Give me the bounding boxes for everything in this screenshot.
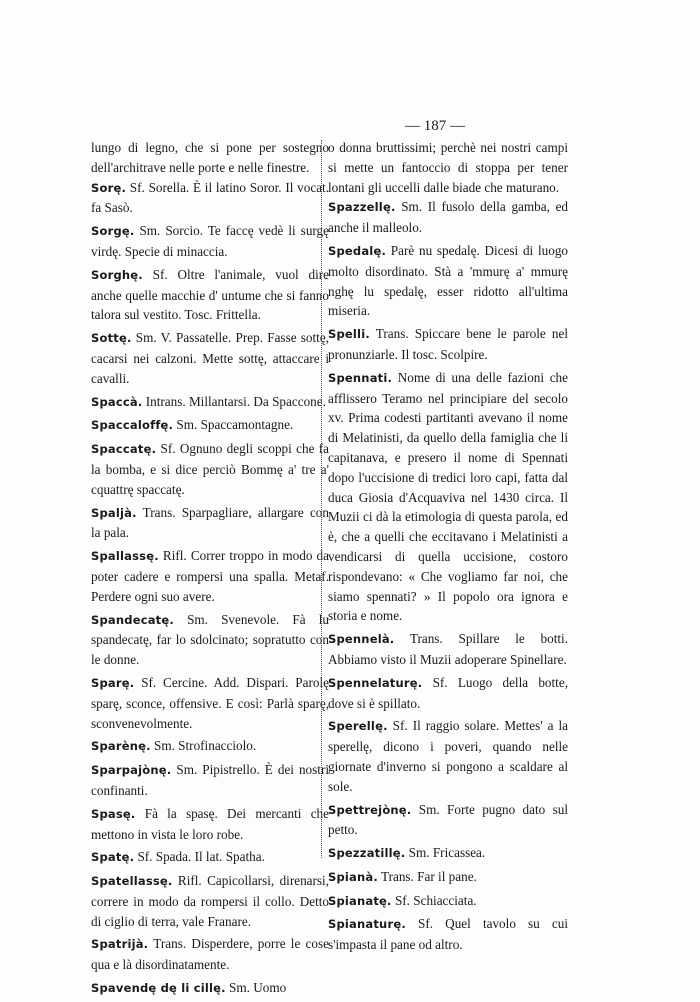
entry-headword: Spaljà. — [91, 505, 137, 520]
entry-definition: Sf. Sorella. È il latino Soror. Il vocat. fa Sasò. — [91, 179, 330, 216]
entry-headword: Sparpajònę. — [91, 763, 172, 778]
dictionary-entry — [91, 736, 329, 757]
dictionary-entry — [91, 760, 329, 801]
entry-headword: Spianaturę. — [328, 917, 406, 932]
entry-headword: Spasę. — [91, 806, 136, 821]
entry-definition: lungo di legno, che si pone per sostegno dell'architrave nelle porte e nelle finestre. — [91, 140, 329, 175]
entry-headword: Spallassę. — [91, 549, 159, 564]
dictionary-entry — [328, 891, 568, 912]
entry-definition: Sf. Luogo della botte, dove si è spillato. — [328, 674, 569, 711]
entry-definition: Sf. Quel tavolo su cui s'impasta il pane od altro. — [328, 916, 568, 953]
entry-definition: Sm. Pipistrello. È dei nostri confinanti. — [91, 762, 330, 798]
entry-definition: Trans. Spiccare bene le parole nel pronunziarle. Il tosc. Scolpire. — [328, 326, 568, 362]
entry-headword: Spaccatę. — [91, 442, 157, 457]
entry-definition: Trans. Far il pane. — [381, 868, 477, 884]
entry-headword: Spezzatillę. — [328, 846, 406, 861]
entry-headword: Spaccaloffę. — [91, 418, 174, 433]
dictionary-entry — [91, 804, 329, 845]
entry-headword: Sperellę. — [328, 719, 388, 734]
entry-definition: Parè nu spedalę. Dicesi di luogo molto disordinato. Stà a 'mmurę a' mmurę nghę lu spedalę, esser ridotto all'ultima miseria. — [328, 242, 569, 319]
entry-definition: Intrans. Millantarsi. Da Spaccone. — [145, 393, 326, 409]
entry-headword: Spatrijà. — [91, 937, 149, 952]
dictionary-entry — [91, 415, 329, 436]
dictionary-entry — [91, 934, 329, 975]
dictionary-entry — [91, 265, 329, 325]
dictionary-entry — [91, 673, 329, 733]
dictionary-entry — [91, 439, 329, 499]
dictionary-entry — [328, 368, 568, 626]
entry-headword: Spaccà. — [91, 394, 143, 409]
dictionary-entry — [328, 867, 568, 888]
dictionary-entry — [91, 847, 329, 868]
left-column — [91, 138, 329, 1002]
dictionary-entry — [91, 392, 329, 413]
entry-definition: Trans. Sparpagliare, allargare con la pala. — [91, 504, 329, 541]
entry-headword: Sparènę. — [91, 739, 151, 754]
entry-definition: Sf. Il raggio solare. Mettes' a la sperellę, dicono i poveri, quando nelle giornate d'inverno si pongono a scaldare al sole. — [328, 718, 568, 794]
entry-definition: Fà la spasę. Dei mercanti che mettono in vista le loro robe. — [91, 805, 329, 842]
entry-definition: Sf. Ognuno degli scoppi che fa la bomba, e si dice perciò Bommę a' tre a' cquattrę spaccatę. — [91, 441, 330, 497]
dictionary-entry — [91, 178, 329, 219]
dictionary-entry — [91, 871, 329, 931]
dictionary-entry — [328, 914, 568, 955]
dictionary-entry — [328, 843, 568, 864]
column-divider — [321, 140, 326, 858]
entry-headword: Spelli. — [328, 327, 370, 342]
entry-headword: Sottę. — [91, 331, 132, 346]
entry-headword: Spedalę. — [328, 243, 387, 258]
entry-headword: Sorghę. — [91, 267, 143, 282]
entry-definition: Sf. Oltre l'animale, vuol dire anche quelle macchie d' untume che si fanno talora sul vestito. Tosc. Frittella. — [91, 266, 329, 323]
entry-headword: Sorę. — [91, 180, 127, 195]
page-number: — 187 — — [405, 118, 465, 134]
entry-headword: Spandecatę. — [91, 612, 174, 627]
dictionary-entry — [91, 138, 329, 178]
dictionary-entry — [328, 197, 568, 238]
dictionary-entry — [328, 716, 568, 796]
entry-definition: Sm. Sorcio. Te faccę vedè li surgę virdę. Specie di minaccia. — [91, 223, 330, 259]
entry-headword: Spatellassę. — [91, 874, 173, 889]
entry-definition: Sm. V. Passatelle. Prep. Fasse sottę, cacarsi nei calzoni. Mette sottę, attaccare i cavalli. — [91, 330, 329, 386]
dictionary-entry — [91, 328, 329, 388]
entry-definition: Rifl. Capicollarsi, direnarsi, correre in modo da rompersi il collo. Detto di ciglio di terra, vale Franare. — [91, 873, 330, 929]
dictionary-entry — [91, 978, 329, 999]
dictionary-entry — [328, 629, 568, 670]
entry-definition: Sm. Svenevole. Fà lu spandecatę, far lo sdolcinato; sopratutto con le donne. — [91, 611, 329, 668]
entry-headword: Sparę. — [91, 675, 135, 690]
entry-definition: Sm. Uomo — [229, 980, 287, 996]
right-column — [328, 138, 568, 958]
dictionary-entry — [328, 241, 568, 321]
entry-definition: Sf. Cercine. Add. Dispari. Parolę sparę, sconce, offensive. E così: Parlà sparę, sconvenevolmente. — [91, 674, 330, 731]
entry-definition: Sm. Strofinacciolo. — [154, 738, 257, 754]
entry-definition: Sm. Fricassea. — [408, 845, 486, 861]
entry-definition: Sf. Spada. Il lat. Spatha. — [137, 849, 265, 865]
dictionary-entry — [91, 610, 329, 670]
entry-definition: Sf. Schiacciata. — [394, 892, 477, 908]
dictionary-entry — [91, 503, 329, 544]
dictionary-entry — [91, 546, 329, 606]
entry-definition: o donna bruttissimi; perchè nei nostri campi si mette un fantoccio di stoppa per tener lontani gli uccelli dalle biade che maturano. — [328, 140, 568, 195]
entry-headword: Spianà. — [328, 869, 378, 884]
entry-headword: Spazzellę. — [328, 200, 396, 215]
dictionary-entry — [328, 800, 568, 841]
entry-headword: Spennelaturę. — [328, 675, 423, 690]
entry-definition: Rifl. Correr troppo in modo da poter cadere e rompersi una spalla. Metaf. Perdere ogni suo avere. — [91, 548, 330, 604]
entry-headword: Spatę. — [91, 850, 135, 865]
entry-definition: Sm. Spaccamontagne. — [176, 417, 294, 433]
entry-definition: Sm. Forte pugno dato sul petto. — [328, 801, 569, 838]
entry-definition: Trans. Spillare le botti. Abbiamo visto il Muzii adoperare Spinellare. — [328, 631, 568, 667]
entry-definition: Nome di una delle fazioni che afflissero Teramo nel principiare del secolo xv. Prima codesti partitanti avevano il nome di Melatinisti, da quello della famiglia che li capitanava, e presero il nome di Spennati dopo l'uccisione di tredici loro capi, fatta dal duca Giosia d'Acquaviva nel 1430 circa. Il Muzii ci dà la etimologia di questa parola, ed è, che a quelli che eccitavano i Melatinisti a vendicarsi di quella uccisione, costoro rispondevano: « Che vogliamo far noi, che siamo spennati? » Il popolo ora ignora e storia e nome. — [328, 369, 569, 624]
entry-headword: Spettrejònę. — [328, 802, 412, 817]
entry-headword: Spavendę dę li cillę. — [91, 981, 226, 996]
entry-headword: Spianatę. — [328, 893, 392, 908]
dictionary-entry — [91, 221, 329, 262]
entry-definition: Trans. Disperdere, porre le cose qua e là disordinatamente. — [91, 936, 329, 973]
entry-definition: Sm. Il fusolo della gamba, ed anche il malleolo. — [328, 199, 569, 236]
dictionary-entry — [328, 324, 568, 365]
dictionary-entry — [328, 138, 568, 197]
entry-headword: Sorgę. — [91, 224, 135, 239]
entry-headword: Spennelà. — [328, 632, 395, 647]
entry-headword: Spennati. — [328, 370, 393, 385]
dictionary-entry — [328, 673, 568, 714]
